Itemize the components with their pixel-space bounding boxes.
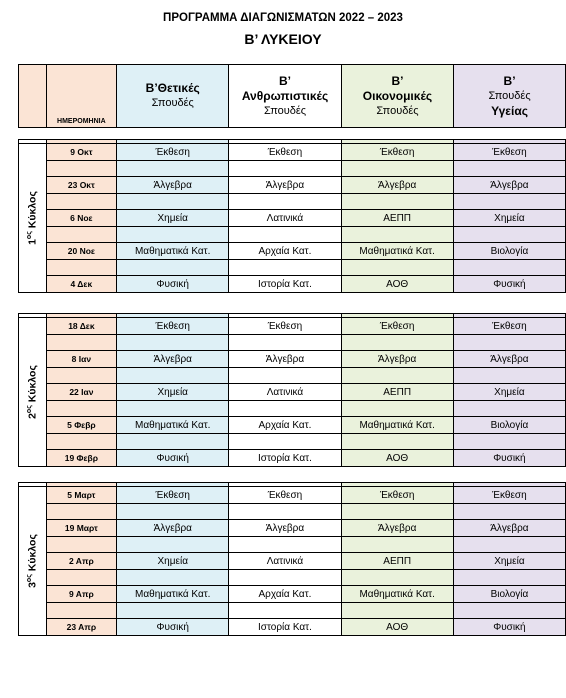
exam-oikonomikes: Μαθηματικά Κατ. — [341, 586, 453, 603]
exam-anthropistikes: Ιστορία Κατ. — [229, 276, 341, 293]
spacer-cell — [341, 504, 453, 520]
spacer-cell — [341, 194, 453, 210]
spacer-cell — [229, 401, 341, 417]
spacer-cell — [229, 537, 341, 553]
spacer-cell — [341, 260, 453, 276]
header-ygeias-line2: Σπουδές — [488, 89, 531, 102]
document-subtitle: Β’ ΛΥΚΕΙΟΥ — [244, 31, 322, 47]
exam-date: 9 Οκτ — [46, 144, 116, 161]
cycle-number: 2 — [26, 413, 39, 419]
table-row — [19, 487, 566, 504]
cycle-label-cell — [19, 318, 47, 467]
spacer-cell — [117, 434, 229, 450]
cycle-ordinal: ος — [26, 405, 34, 414]
spacer-cell — [341, 603, 453, 619]
header-anthropistikes-line1: Β’ — [279, 73, 292, 88]
exam-oikonomikes: ΑΕΠΠ — [341, 553, 453, 570]
spacer-cell — [229, 227, 341, 243]
exam-ygeias: Έκθεση — [453, 144, 565, 161]
exam-oikonomikes: ΑΟΘ — [341, 276, 453, 293]
spacer-cell — [453, 434, 565, 450]
exam-thetikes: Έκθεση — [117, 487, 229, 504]
header-ygeias-line1: Β’ — [503, 73, 516, 88]
exam-thetikes: Φυσική — [117, 450, 229, 467]
exam-oikonomikes: Μαθηματικά Κατ. — [341, 417, 453, 434]
spacer-cell — [229, 335, 341, 351]
table-row — [19, 318, 566, 335]
exam-date: 20 Νοε — [46, 243, 116, 260]
exam-date: 18 Δεκ — [46, 318, 116, 335]
spacer-cell — [229, 434, 341, 450]
spacer-cell — [453, 537, 565, 553]
spacer-cell — [46, 603, 116, 619]
spacer-cell — [341, 227, 453, 243]
exam-ygeias: Βιολογία — [453, 243, 565, 260]
spacer-row — [19, 335, 566, 351]
spacer-cell — [341, 335, 453, 351]
spacer-row — [19, 368, 566, 384]
spacer-cell — [229, 368, 341, 384]
header-ygeias-line3: Υγείας — [491, 103, 528, 118]
exam-ygeias: Βιολογία — [453, 417, 565, 434]
spacer-cell — [453, 504, 565, 520]
table-row — [19, 276, 566, 293]
exam-oikonomikes: Μαθηματικά Κατ. — [341, 243, 453, 260]
exam-anthropistikes: Έκθεση — [229, 487, 341, 504]
table-row — [19, 520, 566, 537]
spacer-cell — [46, 504, 116, 520]
exam-date: 2 Απρ — [46, 553, 116, 570]
exam-oikonomikes: Έκθεση — [341, 487, 453, 504]
header-ygeias — [454, 65, 566, 128]
spacer-cell — [341, 368, 453, 384]
exam-date: 5 Φεβρ — [46, 417, 116, 434]
exam-ygeias: Φυσική — [453, 619, 565, 636]
exam-oikonomikes: Έκθεση — [341, 318, 453, 335]
exam-ygeias: Χημεία — [453, 553, 565, 570]
cycle-label — [26, 365, 39, 419]
exam-anthropistikes: Αρχαία Κατ. — [229, 586, 341, 603]
exam-thetikes: Άλγεβρα — [117, 520, 229, 537]
exam-ygeias: Χημεία — [453, 384, 565, 401]
exam-anthropistikes: Αρχαία Κατ. — [229, 417, 341, 434]
exam-thetikes: Άλγεβρα — [117, 351, 229, 368]
exam-thetikes: Χημεία — [117, 553, 229, 570]
cycle-number: 1 — [26, 239, 39, 245]
spacer-cell — [117, 161, 229, 177]
exam-thetikes: Φυσική — [117, 619, 229, 636]
exam-anthropistikes: Έκθεση — [229, 144, 341, 161]
cycle-label — [26, 191, 39, 245]
exam-oikonomikes: ΑΕΠΠ — [341, 384, 453, 401]
spacer-cell — [341, 570, 453, 586]
exam-date: 4 Δεκ — [46, 276, 116, 293]
exam-thetikes: Χημεία — [117, 384, 229, 401]
exam-thetikes: Μαθηματικά Κατ. — [117, 586, 229, 603]
exam-anthropistikes: Άλγεβρα — [229, 351, 341, 368]
exam-date: 19 Μαρτ — [46, 520, 116, 537]
spacer-cell — [46, 368, 116, 384]
spacer-cell — [453, 603, 565, 619]
spacer-cell — [453, 161, 565, 177]
cycle-3-table — [18, 482, 566, 636]
exam-anthropistikes: Αρχαία Κατ. — [229, 243, 341, 260]
table-row — [19, 177, 566, 194]
table-row — [19, 553, 566, 570]
spacer-row — [19, 537, 566, 553]
table-row — [19, 210, 566, 227]
header-corner-cell — [19, 65, 47, 128]
cycle-label — [26, 534, 39, 588]
spacer-cell — [453, 335, 565, 351]
exam-date: 22 Ιαν — [46, 384, 116, 401]
spacer-cell — [117, 570, 229, 586]
table-row — [19, 243, 566, 260]
exam-date: 19 Φεβρ — [46, 450, 116, 467]
spacer-cell — [341, 434, 453, 450]
spacer-row — [19, 194, 566, 210]
spacer-cell — [453, 194, 565, 210]
exam-ygeias: Άλγεβρα — [453, 520, 565, 537]
exam-ygeias: Φυσική — [453, 450, 565, 467]
exam-ygeias: Έκθεση — [453, 318, 565, 335]
spacer-cell — [46, 434, 116, 450]
table-row — [19, 417, 566, 434]
exam-anthropistikes: Έκθεση — [229, 318, 341, 335]
cycle-label-cell — [19, 144, 47, 293]
spacer-cell — [117, 260, 229, 276]
exam-thetikes: Χημεία — [117, 210, 229, 227]
table-row — [19, 144, 566, 161]
exam-anthropistikes: Λατινικά — [229, 553, 341, 570]
spacer-cell — [46, 227, 116, 243]
table-row — [19, 384, 566, 401]
spacer-cell — [229, 260, 341, 276]
header-thetikes-line2: Σπουδές — [151, 97, 194, 109]
exam-ygeias: Βιολογία — [453, 586, 565, 603]
exam-date: 9 Απρ — [46, 586, 116, 603]
spacer-cell — [341, 161, 453, 177]
spacer-row — [19, 260, 566, 276]
header-oikonomikes-line3: Σπουδές — [376, 104, 419, 117]
exam-anthropistikes: Ιστορία Κατ. — [229, 450, 341, 467]
exam-oikonomikes: Έκθεση — [341, 144, 453, 161]
spacer-cell — [453, 401, 565, 417]
spacer-cell — [117, 504, 229, 520]
cycle-label-cell — [19, 487, 47, 636]
cycle-number: 3 — [26, 582, 39, 588]
header-anthropistikes-line2: Ανθρωπιστικές — [241, 88, 329, 103]
exam-ygeias: Φυσική — [453, 276, 565, 293]
spacer-cell — [46, 401, 116, 417]
table-row — [19, 351, 566, 368]
spacer-cell — [46, 570, 116, 586]
exam-ygeias: Έκθεση — [453, 487, 565, 504]
spacer-cell — [46, 335, 116, 351]
spacer-cell — [117, 537, 229, 553]
exam-date: 23 Απρ — [46, 619, 116, 636]
spacer-cell — [229, 161, 341, 177]
header-anthropistikes-line3: Σπουδές — [263, 104, 307, 117]
document-title: ΠΡΟΓΡΑΜΜΑ ΔΙΑΓΩΝΙΣΜΑΤΩΝ 2022 – 2023 — [163, 12, 403, 24]
cycle-word: Κύκλος — [26, 365, 39, 406]
exam-anthropistikes: Άλγεβρα — [229, 177, 341, 194]
exam-date: 23 Οκτ — [46, 177, 116, 194]
exam-date: 8 Ιαν — [46, 351, 116, 368]
exam-anthropistikes: Άλγεβρα — [229, 520, 341, 537]
header-thetikes-line1: Β’Θετικές — [145, 81, 200, 95]
table-row — [19, 450, 566, 467]
spacer-cell — [46, 161, 116, 177]
exam-ygeias: Άλγεβρα — [453, 351, 565, 368]
spacer-cell — [46, 194, 116, 210]
exam-thetikes: Άλγεβρα — [117, 177, 229, 194]
spacer-row — [19, 401, 566, 417]
spacer-row — [19, 603, 566, 619]
spacer-cell — [341, 401, 453, 417]
spacer-cell — [229, 504, 341, 520]
exam-date: 5 Μαρτ — [46, 487, 116, 504]
header-oikonomikes-line1: Β’ — [391, 73, 404, 88]
cycle-ordinal: ος — [26, 231, 34, 240]
exam-anthropistikes: Λατινικά — [229, 384, 341, 401]
spacer-row — [19, 227, 566, 243]
exam-oikonomikes: ΑΟΘ — [341, 619, 453, 636]
spacer-cell — [117, 335, 229, 351]
cycle-ordinal: ος — [26, 574, 34, 583]
spacer-cell — [453, 260, 565, 276]
exam-oikonomikes: Άλγεβρα — [341, 351, 453, 368]
spacer-cell — [117, 603, 229, 619]
spacer-cell — [117, 227, 229, 243]
spacer-row — [19, 504, 566, 520]
header-thetikes — [117, 65, 229, 128]
exam-thetikes: Φυσική — [117, 276, 229, 293]
exam-thetikes: Μαθηματικά Κατ. — [117, 417, 229, 434]
cycle-word: Κύκλος — [26, 191, 39, 232]
exam-anthropistikes: Λατινικά — [229, 210, 341, 227]
exam-thetikes: Μαθηματικά Κατ. — [117, 243, 229, 260]
header-anthropistikes — [229, 65, 342, 128]
cycle-word: Κύκλος — [26, 534, 39, 575]
spacer-cell — [117, 368, 229, 384]
header-oikonomikes-line2: Οικονομικές — [362, 88, 433, 103]
table-row — [19, 586, 566, 603]
exam-thetikes: Έκθεση — [117, 144, 229, 161]
spacer-cell — [453, 227, 565, 243]
cycle-1-table — [18, 139, 566, 293]
exam-oikonomikes: ΑΟΘ — [341, 450, 453, 467]
spacer-cell — [117, 194, 229, 210]
spacer-row — [19, 161, 566, 177]
header-table — [18, 64, 566, 128]
exam-thetikes: Έκθεση — [117, 318, 229, 335]
spacer-cell — [229, 570, 341, 586]
cycle-2-table — [18, 313, 566, 467]
spacer-cell — [117, 401, 229, 417]
exam-oikonomikes: Άλγεβρα — [341, 177, 453, 194]
exam-ygeias: Άλγεβρα — [453, 177, 565, 194]
spacer-cell — [229, 603, 341, 619]
spacer-cell — [229, 194, 341, 210]
spacer-cell — [341, 537, 453, 553]
exam-oikonomikes: ΑΕΠΠ — [341, 210, 453, 227]
exam-ygeias: Χημεία — [453, 210, 565, 227]
exam-anthropistikes: Ιστορία Κατ. — [229, 619, 341, 636]
spacer-row — [19, 434, 566, 450]
spacer-cell — [453, 368, 565, 384]
spacer-cell — [46, 260, 116, 276]
spacer-cell — [46, 537, 116, 553]
exam-date: 6 Νοε — [46, 210, 116, 227]
spacer-cell — [453, 570, 565, 586]
header-date-label: ΗΜΕΡΟΜΗΝΙΑ — [46, 65, 117, 128]
spacer-row — [19, 570, 566, 586]
table-row — [19, 619, 566, 636]
exam-oikonomikes: Άλγεβρα — [341, 520, 453, 537]
header-oikonomikes — [341, 65, 453, 128]
